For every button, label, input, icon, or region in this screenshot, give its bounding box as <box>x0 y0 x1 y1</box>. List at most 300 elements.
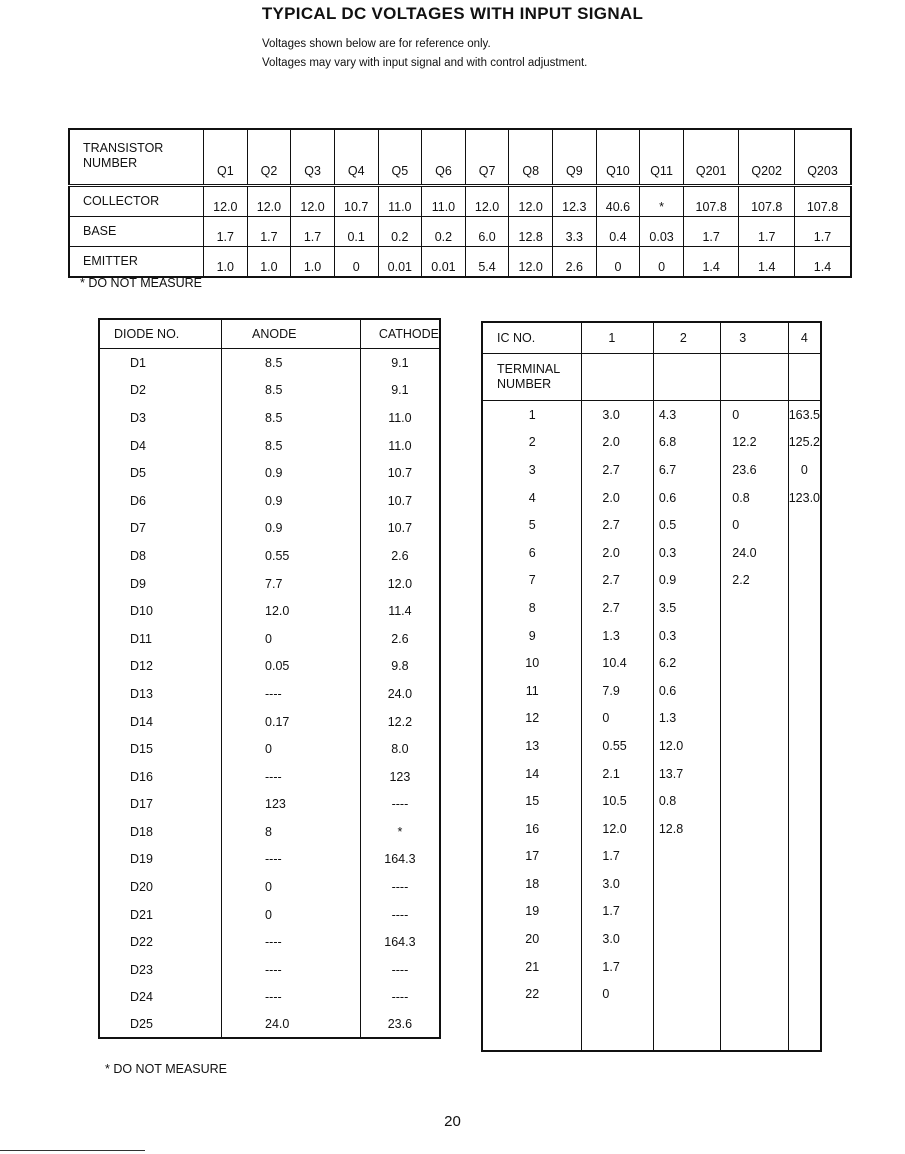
diode-cell: D22 <box>99 928 222 956</box>
ic-cell: 3.5 <box>653 594 720 622</box>
transistor-cell: 0.2 <box>422 217 466 247</box>
ic-row <box>482 732 821 760</box>
ic-cell <box>721 815 788 843</box>
diode-row <box>99 432 440 460</box>
diode-row <box>99 680 440 708</box>
ic-cell: 17 <box>482 843 582 871</box>
reference-note: Voltages shown below are for reference only. <box>262 38 491 50</box>
ic-row <box>482 925 821 953</box>
ic-cell: 8 <box>482 594 582 622</box>
ic-cell: 0.9 <box>653 567 720 595</box>
ic-cell <box>721 925 788 953</box>
ic-cell: 15 <box>482 787 582 815</box>
transistor-cell: 12.0 <box>291 186 335 217</box>
ic-cell: 163.5 <box>788 401 821 429</box>
transistor-cell: 1.4 <box>739 247 795 278</box>
transistor-cell: 107.8 <box>739 186 795 217</box>
diode-row <box>99 928 440 956</box>
ic-filler-cell <box>721 1008 788 1051</box>
ic-filler-row <box>482 1008 821 1051</box>
diode-cell: 11.0 <box>360 432 440 460</box>
diode-cell: 164.3 <box>360 846 440 874</box>
ic-cell: 0.3 <box>653 539 720 567</box>
ic-cell: 12.2 <box>721 429 788 457</box>
diode-cell: 9.1 <box>360 349 440 377</box>
ic-cell: 7 <box>482 567 582 595</box>
transistor-col-header: Q202 <box>739 129 795 186</box>
transistor-cell: 12.0 <box>509 186 553 217</box>
ic-cell: 0.8 <box>653 787 720 815</box>
transistor-cell: 10.7 <box>334 186 378 217</box>
transistor-cell: 1.4 <box>683 247 739 278</box>
diode-cell: ---- <box>222 680 361 708</box>
diode-cell: D17 <box>99 791 222 819</box>
ic-cell: 14 <box>482 760 582 788</box>
footer-rule <box>0 1150 145 1151</box>
diode-cell: D4 <box>99 432 222 460</box>
ic-cell <box>721 622 788 650</box>
ic-header-row <box>482 322 821 354</box>
diode-cell: ---- <box>222 956 361 984</box>
ic-cell: 12.0 <box>653 732 720 760</box>
transistor-cell: 0.01 <box>378 247 422 278</box>
ic-cell: 2.0 <box>582 429 653 457</box>
diode-row <box>99 515 440 543</box>
diode-cell: D9 <box>99 570 222 598</box>
transistor-voltage-table <box>68 128 852 278</box>
transistor-cell: 12.8 <box>509 217 553 247</box>
diode-row <box>99 956 440 984</box>
transistor-col-header: Q11 <box>640 129 684 186</box>
transistor-row <box>69 247 851 278</box>
ic-cell: 24.0 <box>721 539 788 567</box>
terminal-blank-cell <box>788 354 821 401</box>
diode-row <box>99 735 440 763</box>
transistor-cell: 0.1 <box>334 217 378 247</box>
diode-cell: 2.6 <box>360 542 440 570</box>
ic-cell: 0.3 <box>653 622 720 650</box>
ic-row <box>482 953 821 981</box>
diode-cell: 24.0 <box>222 1011 361 1038</box>
ic-row <box>482 705 821 733</box>
transistor-col-header: Q4 <box>334 129 378 186</box>
ic-col-header: 2 <box>653 322 720 354</box>
transistor-cell: 12.0 <box>204 186 248 217</box>
ic-cell: 2.7 <box>582 567 653 595</box>
variation-note: Voltages may vary with input signal and with control adjustment. <box>262 57 588 69</box>
diode-cell: ---- <box>222 984 361 1012</box>
diode-cell: 0.9 <box>222 459 361 487</box>
diode-row <box>99 708 440 736</box>
ic-cell: 16 <box>482 815 582 843</box>
diode-row <box>99 984 440 1012</box>
ic-row <box>482 760 821 788</box>
transistor-number-header: TRANSISTOR NUMBER <box>69 129 204 186</box>
ic-cell <box>788 567 821 595</box>
ic-cell: 0 <box>721 401 788 429</box>
transistor-cell: * <box>640 186 684 217</box>
diode-cell: ---- <box>222 763 361 791</box>
diode-cell: 123 <box>222 791 361 819</box>
ic-cell: 5 <box>482 511 582 539</box>
ic-cell: 21 <box>482 953 582 981</box>
diode-cell: 12.2 <box>360 708 440 736</box>
diode-cell: 9.1 <box>360 377 440 405</box>
ic-cell: 2.0 <box>582 484 653 512</box>
ic-cell: 0 <box>721 511 788 539</box>
diode-cell: D14 <box>99 708 222 736</box>
ic-cell <box>788 787 821 815</box>
ic-cell: 0 <box>582 705 653 733</box>
ic-cell: 2.2 <box>721 567 788 595</box>
ic-cell <box>788 511 821 539</box>
transistor-cell: 11.0 <box>422 186 466 217</box>
ic-cell: 6 <box>482 539 582 567</box>
terminal-blank-cell <box>582 354 653 401</box>
ic-cell: 1.7 <box>582 843 653 871</box>
transistor-cell: 0.03 <box>640 217 684 247</box>
ic-row <box>482 980 821 1008</box>
ic-row <box>482 539 821 567</box>
ic-cell <box>721 677 788 705</box>
do-not-measure-note-2: * DO NOT MEASURE <box>105 1062 228 1076</box>
ic-col-header: 1 <box>582 322 653 354</box>
diode-cell: D2 <box>99 377 222 405</box>
ic-cell <box>653 980 720 1008</box>
diode-cell: 7.7 <box>222 570 361 598</box>
diode-cell: ---- <box>360 873 440 901</box>
transistor-cell: 1.7 <box>739 217 795 247</box>
diode-row <box>99 901 440 929</box>
ic-cell: 10.4 <box>582 649 653 677</box>
ic-row <box>482 815 821 843</box>
diode-cell: 0.17 <box>222 708 361 736</box>
ic-cell: 12 <box>482 705 582 733</box>
ic-cell: 4 <box>482 484 582 512</box>
ic-cell: 1.3 <box>653 705 720 733</box>
ic-cell: 1.3 <box>582 622 653 650</box>
ic-no-header: IC NO. <box>482 322 582 354</box>
ic-row <box>482 622 821 650</box>
ic-cell: 0 <box>582 980 653 1008</box>
transistor-cell: 12.0 <box>247 186 291 217</box>
ic-cell: 1 <box>482 401 582 429</box>
page-number: 20 <box>444 1113 461 1130</box>
diode-row <box>99 404 440 432</box>
diode-cell: D3 <box>99 404 222 432</box>
ic-cell: 1.7 <box>582 953 653 981</box>
diode-cell: ---- <box>360 791 440 819</box>
diode-cell: 2.6 <box>360 625 440 653</box>
transistor-col-header: Q7 <box>465 129 509 186</box>
ic-cell: 9 <box>482 622 582 650</box>
transistor-row <box>69 217 851 247</box>
ic-cell <box>788 870 821 898</box>
diode-row <box>99 846 440 874</box>
ic-cell <box>721 594 788 622</box>
ic-cell: 3.0 <box>582 401 653 429</box>
transistor-header-row <box>69 129 851 186</box>
diode-cell: 10.7 <box>360 515 440 543</box>
transistor-cell: 1.0 <box>247 247 291 278</box>
ic-row <box>482 429 821 457</box>
ic-cell <box>653 843 720 871</box>
ic-cell <box>721 705 788 733</box>
ic-cell <box>788 539 821 567</box>
transistor-cell: 12.3 <box>553 186 597 217</box>
terminal-number-row <box>482 354 821 401</box>
transistor-cell: 3.3 <box>553 217 597 247</box>
transistor-cell: 0 <box>334 247 378 278</box>
ic-cell: 2.7 <box>582 594 653 622</box>
ic-col-header: 4 <box>788 322 821 354</box>
diode-cell: 0.9 <box>222 515 361 543</box>
transistor-cell: 1.7 <box>204 217 248 247</box>
ic-cell <box>721 870 788 898</box>
diode-cell: D13 <box>99 680 222 708</box>
diode-cell: D10 <box>99 597 222 625</box>
transistor-cell: 0 <box>596 247 640 278</box>
diode-row <box>99 377 440 405</box>
transistor-cell: 1.0 <box>204 247 248 278</box>
diode-cell: D19 <box>99 846 222 874</box>
diode-cell: ---- <box>360 984 440 1012</box>
transistor-col-header: Q6 <box>422 129 466 186</box>
ic-cell: 13.7 <box>653 760 720 788</box>
diode-cell: 8.5 <box>222 377 361 405</box>
ic-cell: 6.7 <box>653 456 720 484</box>
diode-row <box>99 763 440 791</box>
ic-cell <box>788 925 821 953</box>
diode-cell: * <box>360 818 440 846</box>
diode-row <box>99 570 440 598</box>
diode-cell: 123 <box>360 763 440 791</box>
transistor-cell: 12.0 <box>509 247 553 278</box>
ic-filler-cell <box>582 1008 653 1051</box>
ic-cell: 11 <box>482 677 582 705</box>
ic-cell: 0 <box>788 456 821 484</box>
transistor-cell: 1.7 <box>247 217 291 247</box>
diode-cell: D11 <box>99 625 222 653</box>
transistor-col-header: Q9 <box>553 129 597 186</box>
diode-cell: ---- <box>360 901 440 929</box>
diode-cell: 9.8 <box>360 653 440 681</box>
diode-row <box>99 349 440 377</box>
transistor-col-header: Q201 <box>683 129 739 186</box>
diode-header-row <box>99 319 440 349</box>
ic-cell <box>721 732 788 760</box>
ic-cell <box>788 953 821 981</box>
diode-cell: D12 <box>99 653 222 681</box>
ic-cell <box>721 787 788 815</box>
diode-row <box>99 542 440 570</box>
ic-cell: 6.2 <box>653 649 720 677</box>
transistor-cell: 107.8 <box>795 186 852 217</box>
ic-cell: 10.5 <box>582 787 653 815</box>
diode-row <box>99 625 440 653</box>
transistor-cell: 107.8 <box>683 186 739 217</box>
ic-cell: 18 <box>482 870 582 898</box>
ic-cell: 6.8 <box>653 429 720 457</box>
transistor-cell: 0.01 <box>422 247 466 278</box>
transistor-cell: 1.7 <box>291 217 335 247</box>
ic-cell: 7.9 <box>582 677 653 705</box>
transistor-cell: 11.0 <box>378 186 422 217</box>
diode-cell: 8 <box>222 818 361 846</box>
ic-cell <box>653 925 720 953</box>
terminal-number-header: TERMINAL NUMBER <box>482 354 582 401</box>
ic-voltage-table <box>481 321 822 1052</box>
ic-cell <box>721 649 788 677</box>
terminal-blank-cell <box>721 354 788 401</box>
ic-cell <box>653 898 720 926</box>
ic-cell <box>788 898 821 926</box>
ic-cell <box>788 705 821 733</box>
ic-cell: 12.0 <box>582 815 653 843</box>
ic-cell: 0.55 <box>582 732 653 760</box>
ic-cell <box>721 898 788 926</box>
ic-filler-cell <box>482 1008 582 1051</box>
ic-cell: 0.6 <box>653 677 720 705</box>
ic-cell: 13 <box>482 732 582 760</box>
ic-filler-cell <box>653 1008 720 1051</box>
ic-filler-cell <box>788 1008 821 1051</box>
diode-cell: 0 <box>222 873 361 901</box>
diode-row <box>99 487 440 515</box>
ic-cell <box>788 760 821 788</box>
ic-row <box>482 594 821 622</box>
diode-cell: 0 <box>222 901 361 929</box>
ic-row <box>482 401 821 429</box>
ic-row <box>482 456 821 484</box>
transistor-col-header: Q5 <box>378 129 422 186</box>
diode-cell: D18 <box>99 818 222 846</box>
transistor-cell: 0.2 <box>378 217 422 247</box>
ic-cell <box>721 980 788 1008</box>
diode-cell: 10.7 <box>360 487 440 515</box>
transistor-cell: 1.0 <box>291 247 335 278</box>
ic-row <box>482 649 821 677</box>
ic-cell <box>788 622 821 650</box>
ic-cell <box>721 953 788 981</box>
transistor-cell: 1.7 <box>795 217 852 247</box>
ic-cell: 20 <box>482 925 582 953</box>
ic-cell: 0.8 <box>721 484 788 512</box>
page-title: TYPICAL DC VOLTAGES WITH INPUT SIGNAL <box>261 4 644 23</box>
transistor-row <box>69 186 851 217</box>
diode-cell: D7 <box>99 515 222 543</box>
ic-col-header: 3 <box>721 322 788 354</box>
ic-cell: 4.3 <box>653 401 720 429</box>
diode-cell: D23 <box>99 956 222 984</box>
transistor-cell: 5.4 <box>465 247 509 278</box>
diode-cell: 8.0 <box>360 735 440 763</box>
ic-row <box>482 511 821 539</box>
ic-cell <box>788 649 821 677</box>
diode-cell: 8.5 <box>222 349 361 377</box>
diode-cell: D8 <box>99 542 222 570</box>
ic-cell: 23.6 <box>721 456 788 484</box>
diode-cell: 12.0 <box>360 570 440 598</box>
ic-cell: 2.0 <box>582 539 653 567</box>
ic-cell <box>653 870 720 898</box>
ic-row <box>482 787 821 815</box>
diode-cell: 10.7 <box>360 459 440 487</box>
ic-cell: 2.7 <box>582 456 653 484</box>
ic-cell: 3.0 <box>582 870 653 898</box>
ic-cell <box>788 980 821 1008</box>
ic-cell: 2.1 <box>582 760 653 788</box>
diode-cell: 8.5 <box>222 404 361 432</box>
ic-cell <box>653 953 720 981</box>
diode-voltage-table <box>98 318 441 1039</box>
transistor-cell: 12.0 <box>465 186 509 217</box>
transistor-col-header: Q3 <box>291 129 335 186</box>
diode-cell: D16 <box>99 763 222 791</box>
diode-cell: D6 <box>99 487 222 515</box>
ic-cell: 123.0 <box>788 484 821 512</box>
cathode-header: CATHODE <box>360 319 440 349</box>
terminal-blank-cell <box>653 354 720 401</box>
ic-cell <box>721 843 788 871</box>
diode-cell: ---- <box>222 846 361 874</box>
diode-cell: 8.5 <box>222 432 361 460</box>
diode-cell: D25 <box>99 1011 222 1038</box>
diode-cell: D24 <box>99 984 222 1012</box>
ic-cell <box>788 677 821 705</box>
ic-cell: 19 <box>482 898 582 926</box>
transistor-cell: 40.6 <box>596 186 640 217</box>
diode-cell: D5 <box>99 459 222 487</box>
ic-cell: 0.5 <box>653 511 720 539</box>
transistor-cell: 0 <box>640 247 684 278</box>
diode-row <box>99 818 440 846</box>
diode-cell: D21 <box>99 901 222 929</box>
ic-cell: 12.8 <box>653 815 720 843</box>
ic-cell: 3 <box>482 456 582 484</box>
diode-cell: 11.0 <box>360 404 440 432</box>
diode-row <box>99 653 440 681</box>
ic-cell <box>788 815 821 843</box>
ic-cell: 2 <box>482 429 582 457</box>
diode-cell: 0.05 <box>222 653 361 681</box>
ic-cell: 3.0 <box>582 925 653 953</box>
transistor-cell: 0.4 <box>596 217 640 247</box>
transistor-row-label: EMITTER <box>69 247 204 278</box>
diode-cell: 0 <box>222 735 361 763</box>
diode-cell: 0.55 <box>222 542 361 570</box>
transistor-row-label: BASE <box>69 217 204 247</box>
diode-cell: D20 <box>99 873 222 901</box>
ic-row <box>482 484 821 512</box>
ic-cell <box>721 760 788 788</box>
transistor-col-header: Q8 <box>509 129 553 186</box>
ic-cell: 10 <box>482 649 582 677</box>
diode-cell: 23.6 <box>360 1011 440 1038</box>
anode-header: ANODE <box>222 319 361 349</box>
diode-cell: 24.0 <box>360 680 440 708</box>
ic-cell <box>788 843 821 871</box>
diode-cell: ---- <box>360 956 440 984</box>
diode-cell: D15 <box>99 735 222 763</box>
ic-row <box>482 898 821 926</box>
diode-cell: D1 <box>99 349 222 377</box>
ic-cell: 2.7 <box>582 511 653 539</box>
diode-cell: ---- <box>222 928 361 956</box>
transistor-cell: 1.4 <box>795 247 852 278</box>
transistor-cell: 1.7 <box>683 217 739 247</box>
ic-cell: 0.6 <box>653 484 720 512</box>
